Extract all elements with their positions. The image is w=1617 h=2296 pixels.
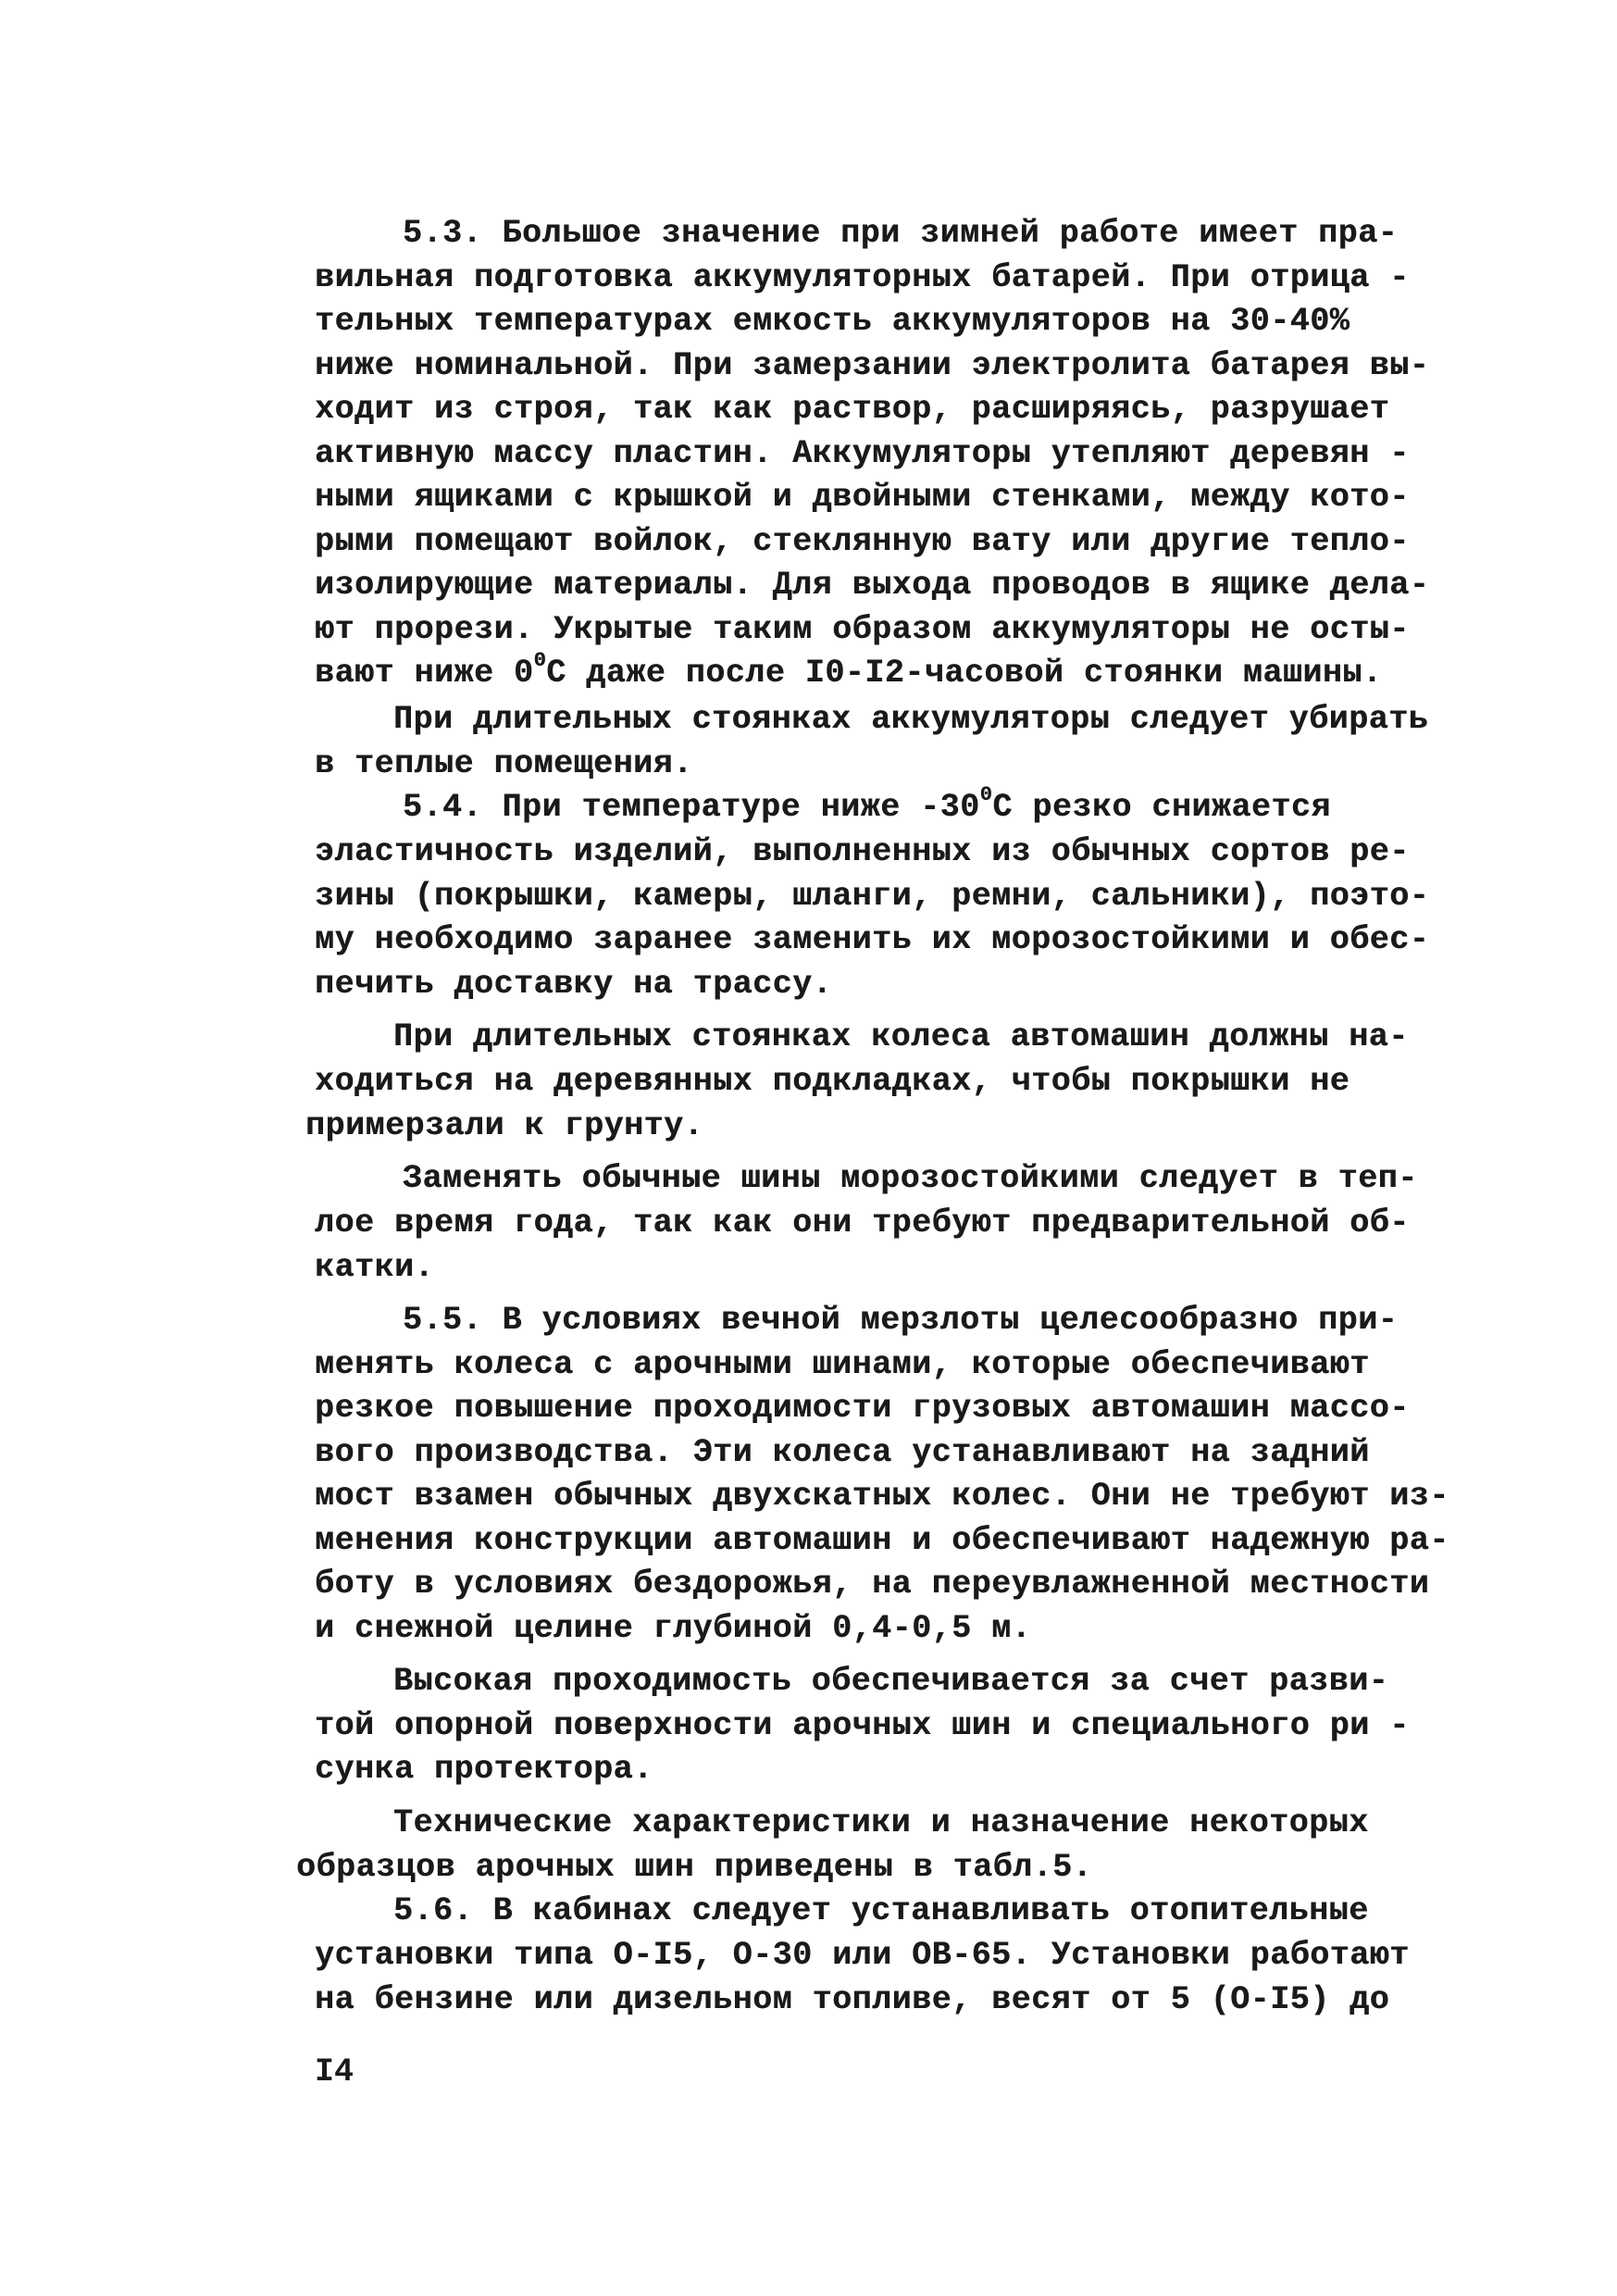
- text-line: вильная подготовка аккумуляторных батарей. При отрица -: [315, 259, 1410, 296]
- text-line: Технические характеристики и назначение некоторых: [393, 1804, 1369, 1841]
- text-line: ниже номинальной. При замерзании электролита батарея вы-: [315, 347, 1430, 384]
- text-line: ходит из строя, так как раствор, расширяясь, разрушает: [315, 391, 1390, 428]
- text-line: ют прорези. Укрытые таким образом аккумуляторы не осты-: [315, 611, 1410, 648]
- degree-superscript: 0: [979, 783, 993, 806]
- text-line: 5.3. Большое значение при зимней работе имеет пра-: [403, 215, 1399, 252]
- degree-superscript: 0: [533, 649, 547, 672]
- text-line: активную массу пластин. Аккумуляторы утепляют деревян -: [315, 435, 1410, 472]
- text-fragment: вают ниже 0: [315, 655, 534, 692]
- text-line: Высокая проходимость обеспечивается за счет разви-: [393, 1663, 1389, 1700]
- text-line: му необходимо заранее заменить их морозостойкими и обес-: [315, 921, 1430, 958]
- text-line: установки типа О-I5, О-30 или ОВ-65. Установки работают: [315, 1937, 1410, 1974]
- text-line: сунка протектора.: [315, 1751, 653, 1788]
- text-line: [403, 783, 1331, 826]
- text-fragment: С даже после I0-I2-часовой стоянки машины.: [546, 655, 1383, 692]
- text-line: рыми помещают войлок, стеклянную вату или другие тепло-: [315, 523, 1410, 560]
- text-line: катки.: [315, 1249, 435, 1286]
- text-line: примерзали к грунту.: [305, 1107, 704, 1144]
- text-line: боту в условиях бездорожья, на переувлажненной местности: [315, 1566, 1430, 1603]
- text-line: мост взамен обычных двухскатных колес. Они не требуют из-: [315, 1478, 1449, 1515]
- text-fragment: 5.4. При температуре ниже -30: [403, 789, 980, 826]
- text-line: При длительных стоянках аккумуляторы следует убирать: [393, 701, 1429, 738]
- text-line: вого производства. Эти колеса устанавливают на задний: [315, 1434, 1370, 1471]
- text-line: резкое повышение проходимости грузовых автомашин массо-: [315, 1390, 1410, 1427]
- text-line: печить доставку на трассу.: [315, 966, 833, 1003]
- page-number: I4: [315, 2053, 354, 2090]
- text-line: образцов арочных шин приведены в табл.5.: [296, 1849, 1093, 1886]
- text-line: эластичность изделий, выполненных из обычных сортов ре-: [315, 833, 1410, 870]
- text-line: изолирующие материалы. Для выхода проводов в ящике дела-: [315, 567, 1430, 604]
- text-line: в теплые помещения.: [315, 745, 693, 782]
- text-line: 5.6. В кабинах следует устанавливать отопительные: [393, 1892, 1369, 1929]
- text-line: [315, 649, 1383, 692]
- text-line: ными ящиками с крышкой и двойными стенками, между кото-: [315, 479, 1410, 516]
- text-line: менять колеса с арочными шинами, которые обеспечивают: [315, 1346, 1370, 1383]
- text-line: тельных температурах емкость аккумуляторов на 30-40%: [315, 303, 1350, 340]
- text-line: и снежной целине глубиной 0,4-0,5 м.: [315, 1610, 1032, 1647]
- text-line: ходиться на деревянных подкладках, чтобы покрышки не: [315, 1063, 1350, 1100]
- text-line: зины (покрышки, камеры, шланги, ремни, сальники), поэто-: [315, 878, 1430, 915]
- text-line: на бензине или дизельном топливе, весят от 5 (О-I5) до: [315, 1981, 1390, 2018]
- text-line: той опорной поверхности арочных шин и специального ри -: [315, 1707, 1410, 1744]
- text-fragment: С резко снижается: [992, 789, 1331, 826]
- text-line: При длительных стоянках колеса автомашин должны на-: [393, 1018, 1409, 1055]
- text-line: Заменять обычные шины морозостойкими следует в теп-: [403, 1160, 1418, 1197]
- text-line: лое время года, так как они требуют предварительной об-: [315, 1204, 1410, 1242]
- text-line: менения конструкции автомашин и обеспечивают надежную ра-: [315, 1522, 1449, 1559]
- text-line: 5.5. В условиях вечной мерзлоты целесообразно при-: [403, 1302, 1399, 1339]
